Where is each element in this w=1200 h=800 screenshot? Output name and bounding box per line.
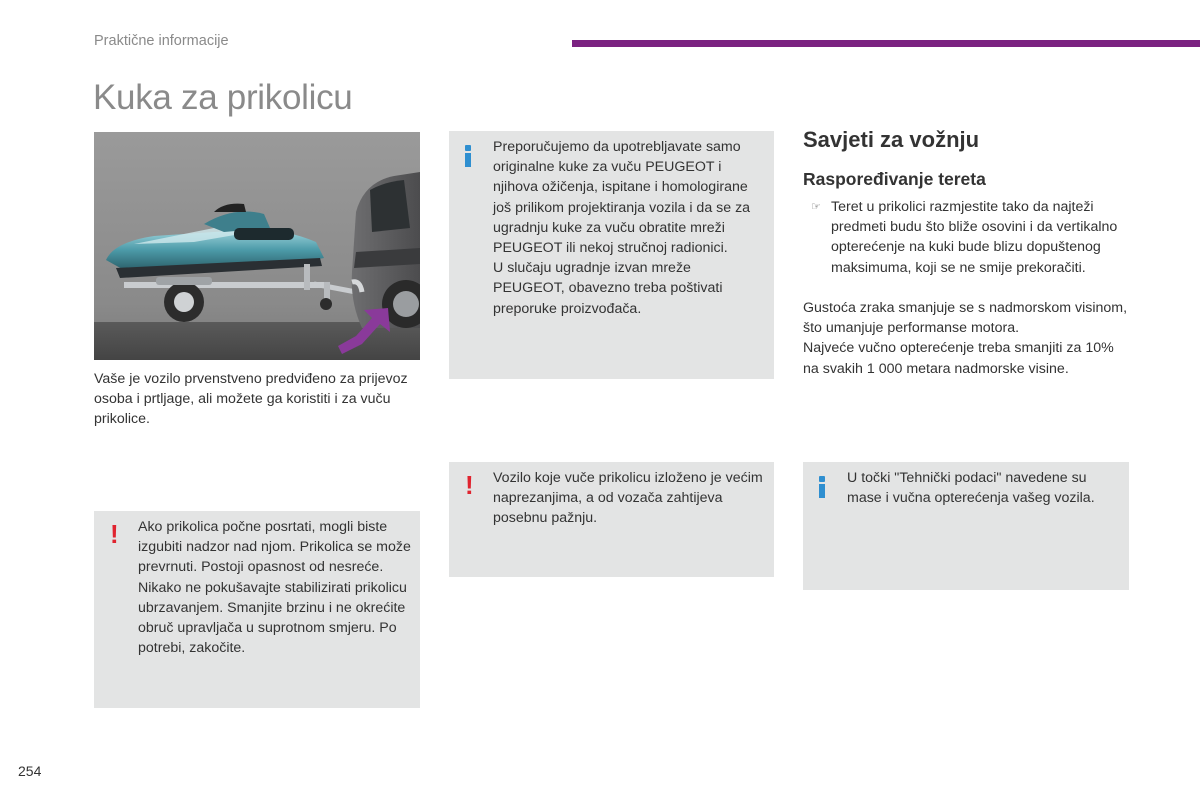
warning-box-trailer-sway <box>94 511 420 708</box>
pointing-hand-icon: ☞ <box>811 201 821 213</box>
page-number: 254 <box>18 763 42 779</box>
warning-icon: ! <box>465 470 474 500</box>
load-distribution-subheading: Raspoređivanje tereta <box>803 169 986 189</box>
intro-caption: Vaše je vozilo prvenstveno predviđeno za prijevoz osoba i prtljage, ali možete ga koristiti i za vuču prikolice. <box>94 371 408 428</box>
altitude-paragraph: Gustoća zraka smanjuje se s nadmorskom visinom, što umanjuje performanse motora. Najveće vučno opterećenje treba smanjiti za 10% na svakih 1 000 metara nadmorske visine. <box>803 300 1128 377</box>
warning-box-towing-stress <box>449 462 774 577</box>
info-box-text: Preporučujemo da upotrebljavate samo originalne kuke za vuču PEUGEOT i njihova ožičenja, ispitane i homologirane još prilikom projektiranja vozila i da se za ugradnju kuke za vuču obratite mreži PEUGEOT ili nekoj stručnoj radionici. U slučaju ugradnje izvan mreže PEUGEOT, obavezno treba poštivati preporuke proizvođača. <box>493 139 751 317</box>
info-box-technical-data <box>803 462 1129 590</box>
info-box-text: U točki "Tehnički podaci" navedene su mase i vučna opterećenja vašeg vozila. <box>847 470 1095 507</box>
page-title: Kuka za prikolicu <box>93 78 353 117</box>
info-icon <box>819 476 825 496</box>
towing-illustration <box>94 132 420 360</box>
bullet-text: Teret u prikolici razmjestite tako da najteži predmeti budu što bliže osovini i da vertikalno opterećenje na kuki bude blizu dopuštenog maksimuma, koji se ne smije prekoračiti. <box>831 199 1118 276</box>
warning-icon: ! <box>110 519 119 549</box>
info-box-towbar-recommendation <box>449 131 774 379</box>
driving-tips-heading: Savjeti za vožnju <box>803 127 980 152</box>
info-icon <box>465 145 471 165</box>
section-label: Praktične informacije <box>94 33 229 49</box>
warning-box-text: Vozilo koje vuče prikolicu izloženo je većim naprezanjima, a od vozača zahtijeva posebnu pažnju. <box>493 470 763 527</box>
warning-box-text: Ako prikolica počne posrtati, mogli biste izgubiti nadzor nad njom. Prikolica se može prevrnuti. Postoji opasnost od nesreće. Nikako ne pokušavajte stabilizirati prikolicu ubrzavanjem. Smanjite brzinu i ne okrećite obruč upravljača u suprotnom smjeru. Po potrebi, zakočite. <box>138 519 411 657</box>
header-accent-bar <box>572 40 1200 47</box>
load-distribution-bullet <box>803 197 1133 278</box>
